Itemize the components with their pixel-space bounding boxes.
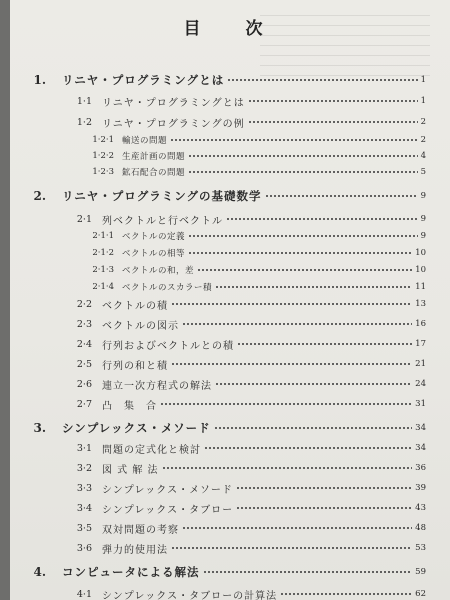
entry-title: 鉱石配合の問題 [122,168,186,178]
entry-title: ベクトルのスカラー積 [122,283,213,293]
entry-title: リニヤ・プログラミングとは [62,73,225,87]
entry-number: 2. [33,189,46,203]
entry-number: 3. [33,421,46,435]
entry-number: 2·1·3 [92,265,114,275]
entry-title: ベクトルの図示 [102,320,179,332]
entry-number: 2·1·4 [92,282,114,292]
toc-section [10,437,450,459]
toc-section [10,353,450,375]
leader-dots [188,171,418,173]
toc-section [10,313,450,335]
leader-dots [204,447,412,449]
leader-dots [170,139,418,141]
entry-title: コンピュータによる解法 [62,565,200,579]
leader-dots [248,121,418,123]
toc-section [10,497,450,519]
entry-title: 問題の定式化と検討 [102,444,201,456]
entry-title: 連立一次方程式の解法 [102,380,212,392]
entry-page-number: 43 [415,503,426,513]
entry-number: 2·6 [76,378,92,390]
entry-title: シンプレックス・タブローの計算法 [102,590,278,600]
toc-title: 目 次 [183,19,277,39]
leader-dots [162,467,413,469]
leader-dots [182,323,412,325]
entry-page-number: 21 [415,359,426,369]
entry-number: 1·2·2 [92,151,114,161]
entry-number: 1·1 [76,95,92,107]
entry-page-number: 1 [420,75,426,85]
entry-number: 2·7 [76,398,92,410]
entry-page-number: 39 [415,483,426,493]
entry-title: 列ベクトルと行ベクトル [102,215,223,227]
toc-chapter [10,561,450,583]
entry-page-number: 9 [420,231,426,241]
entry-number: 2·3 [76,318,92,330]
toc-section [10,537,450,559]
toc-section [10,373,450,395]
entry-number: 1·2 [76,116,92,128]
leader-dots [171,363,412,365]
entry-number: 1·2·3 [92,167,114,177]
entry-title: リニヤ・プログラミングとは [102,97,245,109]
entry-page-number: 9 [420,191,426,201]
entry-page-number: 59 [415,567,426,577]
leader-dots [248,100,418,102]
entry-title: 行列およびベクトルとの積 [102,340,234,352]
entry-title: リニヤ・プログラミングの例 [102,118,245,130]
entry-number: 4. [33,565,46,579]
entry-number: 2·5 [76,358,92,370]
toc-chapter [10,417,450,439]
entry-page-number: 34 [415,423,426,433]
entry-page-number: 36 [415,463,426,473]
entry-page-number: 4 [420,151,426,161]
entry-page-number: 62 [415,589,426,599]
entry-number: 2·1·2 [92,248,114,258]
toc-section [10,477,450,499]
entry-page-number: 10 [415,248,426,258]
entry-page-number: 11 [415,282,426,292]
entry-title: 双対問題の考察 [102,524,179,536]
entry-page-number: 17 [415,339,426,349]
entry-page-number: 31 [415,399,426,409]
entry-page-number: 24 [415,379,426,389]
entry-page-number: 2 [420,135,426,145]
entry-number: 2·1 [76,213,92,225]
entry-title: 凸 集 合 [102,400,157,412]
entry-number: 3·4 [76,502,92,514]
entry-page-number: 13 [415,299,426,309]
entry-title: ベクトルの積 [102,300,168,312]
leader-dots [188,235,418,237]
entry-title: 弾力的使用法 [102,544,168,556]
entry-number: 3·6 [76,542,92,554]
leader-dots [236,507,412,509]
entry-title: シンプレックス・メソード [102,484,233,496]
entry-title: ベクトルの定義 [122,232,186,242]
entry-page-number: 16 [415,319,426,329]
leader-dots [182,527,412,529]
entry-title: 図 式 解 法 [102,464,159,476]
entry-page-number: 48 [415,523,426,533]
toc-section [10,457,450,479]
toc-chapter [10,185,450,207]
leader-dots [280,593,412,595]
leader-dots [236,487,412,489]
toc-section [10,333,450,355]
entry-number: 1. [33,73,46,87]
entry-title: シンプレックス・メソード [62,421,211,435]
entry-page-number: 2 [420,117,426,127]
entry-number: 2·2 [76,298,92,310]
entry-page-number: 10 [415,265,426,275]
entry-number: 1·2·1 [92,135,114,145]
entry-title: リニヤ・プログラミングの基礎数学 [62,189,262,203]
entry-title: ベクトルの和，差 [122,266,195,276]
book-page [10,0,450,600]
leader-dots [171,547,412,549]
toc-section [10,583,450,600]
leader-dots [203,571,413,573]
entry-title: 生産計画の問題 [122,152,186,162]
toc-chapter [10,69,450,91]
entry-title: シンプレックス・タブロー [102,504,234,516]
toc-section [10,393,450,415]
entry-title: 行列の和と積 [102,360,168,372]
toc-section [10,293,450,315]
entry-title: 輸送の問題 [122,136,168,146]
toc-section [10,517,450,539]
leader-dots [214,427,412,429]
leader-dots [188,155,418,157]
leader-dots [197,269,412,271]
leader-dots [237,343,412,345]
entry-number: 3·2 [76,462,92,474]
entry-number: 3·3 [76,482,92,494]
entry-page-number: 9 [420,214,426,224]
entry-page-number: 34 [415,443,426,453]
entry-page-number: 5 [420,167,426,177]
leader-dots [226,218,418,220]
leader-dots [160,403,412,405]
entry-page-number: 1 [420,96,426,106]
leader-dots [227,79,417,81]
entry-page-number: 53 [415,543,426,553]
toc-subsection [10,161,450,183]
leader-dots [215,383,412,385]
entry-number: 2·1·1 [92,231,114,241]
entry-title: ベクトルの相等 [122,249,186,259]
entry-number: 3·1 [76,442,92,454]
leader-dots [171,303,412,305]
entry-number: 2·4 [76,338,92,350]
toc-section [10,90,450,112]
entry-number: 3·5 [76,522,92,534]
leader-dots [188,252,412,254]
leader-dots [265,195,418,197]
entry-number: 4·1 [76,588,92,600]
leader-dots [215,286,412,288]
